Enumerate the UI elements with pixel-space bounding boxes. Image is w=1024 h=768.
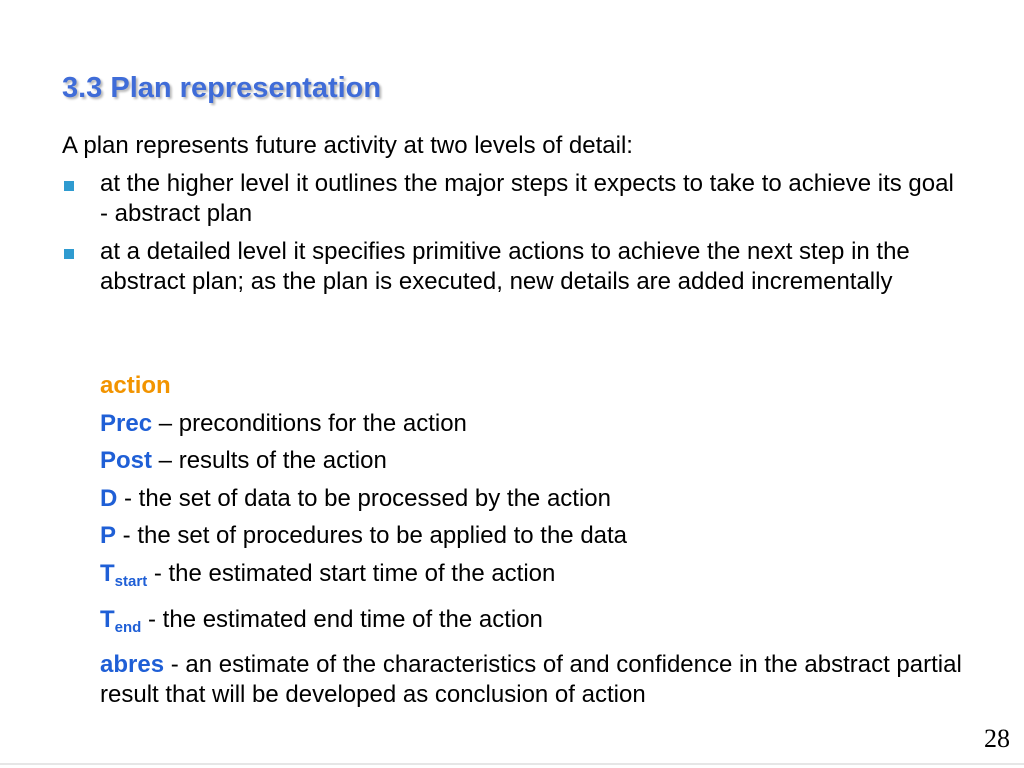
square-bullet-icon	[64, 249, 74, 259]
term-subscript: end	[114, 618, 142, 636]
definition-d	[100, 484, 980, 514]
term-label: T	[100, 559, 115, 587]
definition-description: - the set of data to be processed by the action	[117, 484, 611, 512]
action-definitions	[100, 371, 980, 718]
bottom-divider	[0, 763, 1024, 765]
definition-term	[100, 485, 117, 512]
definition-description: - the estimated start time of the action	[147, 559, 556, 587]
definition-prec	[100, 409, 980, 439]
page-number: 28	[984, 724, 1010, 753]
bullet-item	[62, 237, 962, 297]
definition-t-start	[100, 559, 980, 597]
intro-text: A plan represents future activity at two levels of detail:	[62, 132, 633, 159]
definition-term	[100, 447, 152, 474]
term-label: Prec	[100, 409, 153, 437]
term-subscript: start	[114, 572, 148, 590]
definition-post	[100, 446, 980, 476]
slide-title: 3.3 Plan representation	[62, 72, 382, 104]
bullet-list	[62, 169, 962, 305]
term-label: Post	[100, 447, 153, 475]
term-label: P	[100, 522, 117, 550]
bullet-text: at the higher level it outlines the major steps it expects to take to achieve its goal - abstract plan	[100, 170, 954, 227]
definition-term	[100, 522, 116, 549]
definition-term	[100, 605, 142, 636]
definition-term	[100, 651, 164, 678]
definition-term	[100, 559, 148, 590]
definition-description: – preconditions for the action	[152, 409, 467, 437]
term-label: abres	[100, 651, 165, 679]
definition-description: – results of the action	[152, 447, 387, 475]
term-label: T	[100, 605, 115, 633]
term-label: D	[100, 484, 118, 512]
definition-abres	[100, 650, 980, 710]
definition-description: - the set of procedures to be applied to the data	[116, 522, 628, 550]
definition-description: - the estimated end time of the action	[141, 605, 543, 633]
square-bullet-icon	[64, 181, 74, 191]
bullet-text: at a detailed level it specifies primitive actions to achieve the next step in the abstract plan; as the plan is executed, new details are added incrementally	[100, 238, 910, 295]
action-heading: action	[100, 372, 171, 399]
definition-p	[100, 521, 980, 551]
bullet-item	[62, 169, 962, 229]
definition-description: - an estimate of the characteristics of and confidence in the abstract partial result that will be developed as conclusion of action	[100, 651, 962, 709]
definition-term	[100, 410, 152, 437]
definition-t-end	[100, 605, 980, 643]
action-heading-line	[100, 371, 980, 401]
